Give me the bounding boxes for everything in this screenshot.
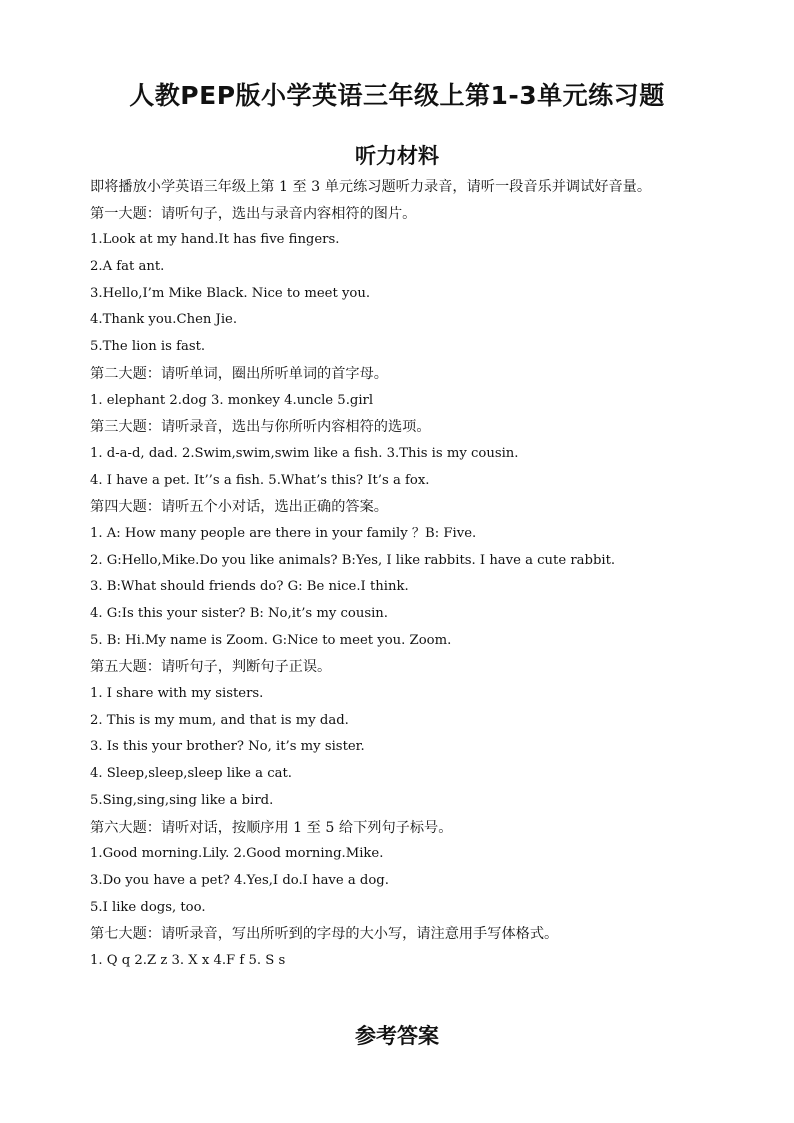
section-heading-answer-key: 参考答案: [355, 1024, 439, 1048]
part3-items: 4. I have a pet. It’’s a fish. 5.What’s this? It’s a fox.: [90, 472, 430, 488]
part4-heading: 第四大题：请听五个小对话，选出正确的答案。: [90, 499, 388, 516]
part2-heading: 第二大题：请听单词，圈出所听单词的首字母。: [90, 365, 388, 382]
part6-items: 5.I like dogs, too.: [90, 899, 206, 915]
part4-item: 1. A: How many people are there in your family ？B: Five.: [90, 525, 477, 541]
part3-items: 1. d-a-d, dad. 2.Swim,swim,swim like a fish. 3.This is my cousin.: [90, 445, 519, 461]
part7-items: 1. Q q 2.Z z 3. X x 4.F f 5. S s: [90, 952, 286, 968]
part1-item: 5.The lion is fast.: [90, 339, 206, 355]
part1-heading: 第一大题：请听句子，选出与录音内容相符的图片。: [90, 205, 417, 222]
part4-item: 3. B:What should friends do? G: Be nice.I think.: [90, 579, 409, 595]
part1-item: 2.A fat ant.: [90, 259, 165, 275]
section-heading-listening-material: 听力材料: [355, 144, 439, 168]
part3-heading: 第三大题：请听录音，选出与你所听内容相符的选项。: [90, 419, 431, 436]
document-title: 人教PEP版小学英语三年级上第1-3单元练习题: [129, 81, 665, 110]
part5-item: 1. I share with my sisters.: [90, 686, 264, 702]
part5-item: 4. Sleep,sleep,sleep like a cat.: [90, 766, 292, 782]
part4-item: 5. B: Hi.My name is Zoom. G:Nice to meet you. Zoom.: [90, 632, 452, 648]
part2-items: 1. elephant 2.dog 3. monkey 4.uncle 5.girl: [90, 392, 374, 408]
part6-items: 3.Do you have a pet? 4.Yes,I do.I have a dog.: [90, 872, 389, 888]
part1-item: 4.Thank you.Chen Jie.: [90, 312, 238, 328]
part4-item: 2. G:Hello,Mike.Do you like animals? B:Yes, I like rabbits. I have a cute rabbit.: [90, 552, 616, 568]
part5-heading: 第五大题：请听句子，判断句子正误。: [90, 659, 332, 676]
intro-line: 即将播放小学英语三年级上第 1 至 3 单元练习题听力录音，请听一段音乐并调试好音量。: [90, 179, 652, 195]
part1-item: 1.Look at my hand.It has five fingers.: [90, 232, 340, 248]
part6-items: 1.Good morning.Lily. 2.Good morning.Mike.: [90, 846, 384, 862]
part5-item: 3. Is this your brother? No, it’s my sister.: [90, 739, 365, 755]
part5-item: 2. This is my mum, and that is my dad.: [90, 712, 349, 728]
listening-material-body: [90, 174, 750, 975]
part7-heading: 第七大题：请听录音，写出所听到的字母的大小写，请注意用手写体格式。: [90, 926, 559, 943]
part1-item: 3.Hello,I’m Mike Black. Nice to meet you.: [90, 285, 371, 301]
part5-item: 5.Sing,sing,sing like a bird.: [90, 792, 274, 808]
part6-heading: 第六大题：请听对话，按顺序用 1 至 5 给下列句子标号。: [90, 819, 453, 836]
part4-item: 4. G:Is this your sister? B: No,it’s my cousin.: [90, 606, 388, 621]
